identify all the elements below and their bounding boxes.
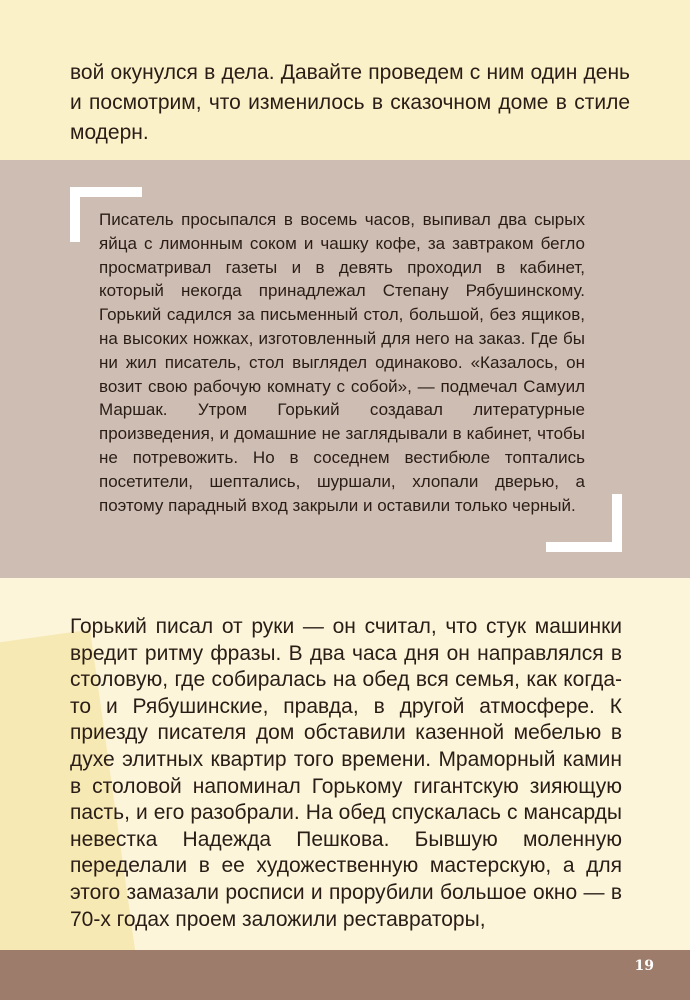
intro-paragraph: вой окунулся в дела. Давайте проведем с ним один день и посмотрим, что изменилось в сказочном доме в стиле модерн.	[70, 61, 630, 144]
quote-paragraph: Писатель просыпался в восемь часов, выпивал два сырых яйца с лимонным соком и чашку кофе, за завтраком бегло просматривал газеты и в девять проходил в кабинет, который некогда принадлежал Степану Рябушинскому. Горький садился за письменный стол, большой, без ящиков, на высоких ножках, изготовленный для него на заказ. Где бы ни жил писатель, стол выглядел одинаково. «Казалось, он возит свою рабочую комнату с собой», — подмечал Самуил Маршак. Утром Горький создавал литературные произведения, и домашние не заглядывали в кабинет, чтобы не потревожить. Но в соседнем вестибюле топтались посетители, шептались, шуршали, хлопали дверью, а поэтому парадный вход закрыли и оставили только черный.	[99, 210, 585, 515]
body-paragraph: Горький писал от руки — он считал, что стук машинки вредит ритму фразы. В два часа дня он направлялся в столовую, где собиралась на обед вся семья, как когда-то и Рябушинские, правда, в другой атмосфере. К приезду писателя дом обставили казенной мебелью в духе элитных квартир того времени. Мраморный камин в столовой напоминал Горькому гигантскую зияющую пасть, и его разобрали. На обед спускалась с мансарды невестка Надежда Пешкова. Бывшую моленную переделали в ее художественную мастерскую, а для этого замазали росписи и прорубили большое окно — в 70-х годах проем заложили реставраторы,	[70, 615, 622, 931]
footer-band	[0, 950, 690, 1000]
quote-bracket-top-left-bar	[70, 187, 142, 197]
quote-bracket-bottom-right-bar	[546, 542, 622, 552]
page-number: 19	[634, 958, 654, 974]
